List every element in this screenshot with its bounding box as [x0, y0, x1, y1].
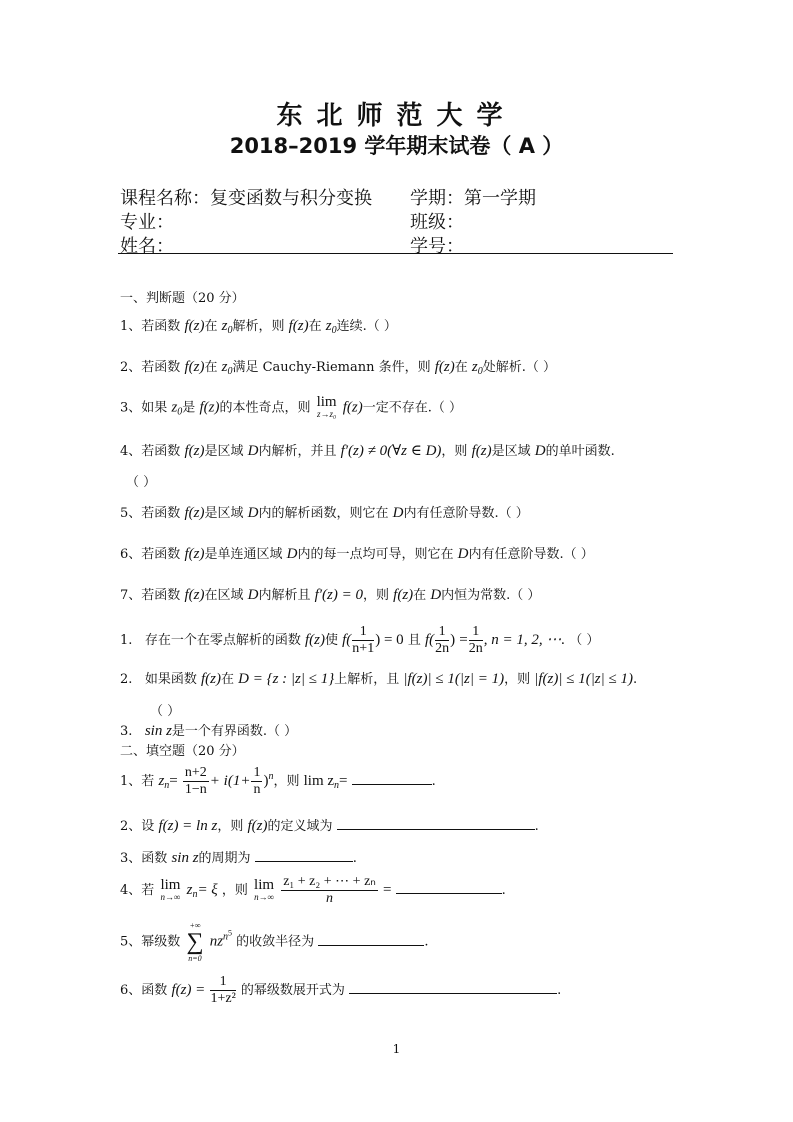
part1-heading: 一、判断题（20 分） [120, 291, 245, 306]
fill-q1: 1、若 $z_n=$ $\frac{n+2}{1-n}$ + i(1+ $\frac{1}{n}$ )$^n$，则 $\lim z_n=$ . [120, 765, 436, 797]
judge-q4: 4、若函数 f(z)是区域 D内解析，并且 f′(z) ≠ 0(∀z ∈ D)，则 f(z)是区域 D的单叶函数. [120, 443, 615, 459]
judge-q3: 3、如果 $z_0$是 f(z)的本性奇点，则 lim z→z₀ f(z)一定不存在.（ ） [120, 394, 463, 419]
fill-q5: 5、幂级数 +∞ ∑ n=0 $nz^{n5}$ 的收敛半径为 . [120, 921, 429, 963]
name-label: 姓名： [120, 236, 174, 257]
semester-label: 学期：第一学期 [410, 188, 536, 209]
answer-blank[interactable] [396, 881, 502, 894]
judge-q8: 1. 存在一个在零点解析的函数 f(z)使 f( $\frac{1}{n+1}$ ) = 0 且 f( $\frac{1}{2n}$ ) = $\frac{1}{2n}$ , n = 1, 2, ⋯. （ ） [120, 624, 600, 656]
exam-title: 2018–2019 学年期末试卷（ A ） [229, 134, 564, 158]
judge-q4-paren: （ ） [126, 475, 157, 490]
judge-q9-paren: （ ） [150, 704, 181, 719]
part2-heading: 二、填空题（20 分） [120, 744, 245, 759]
answer-blank[interactable] [337, 817, 535, 830]
judge-q7: 7、若函数 f(z)在区域 D内解析且 f′(z) = 0，则 f(z)在 D内恒为常数.（ ） [120, 587, 541, 603]
header-divider [118, 253, 673, 254]
university-title: 东北师范大学 [276, 101, 517, 131]
judge-q9: 2. 如果函数 f(z)在 D = {z : |z| ≤ 1}上解析，且 |f(z)| ≤ 1(|z| = 1)，则 |f(z)| ≤ 1(|z| ≤ 1). [120, 671, 638, 687]
course-label: 课程名称：复变函数与积分变换 [120, 188, 372, 209]
answer-blank[interactable] [255, 849, 353, 862]
student-id-label: 学号： [410, 236, 464, 257]
answer-blank[interactable] [352, 772, 432, 785]
fill-q2: 2、设 f(z) = ln z，则 f(z)的定义域为 . [120, 818, 539, 834]
page-number: 1 [392, 1042, 401, 1056]
class-label: 班级： [410, 212, 464, 233]
judge-q1: 1、若函数 f(z)在 $z_0$解析，则 f(z)在 $z_0$连续.（ ） [120, 318, 397, 336]
judge-q10: 3. sin z是一个有界函数.（ ） [120, 723, 298, 739]
fill-q6: 6、函数 f(z) = $\frac{1}{\text{1+z²}}$ 的幂级数展开式为 . [120, 974, 562, 1006]
answer-blank[interactable] [349, 981, 557, 994]
judge-q5: 5、若函数 f(z)是区域 D内的解析函数，则它在 D内有任意阶导数.（ ） [120, 505, 529, 521]
major-label: 专业： [120, 212, 174, 233]
answer-blank[interactable] [318, 933, 424, 946]
fill-q4: 4、若 lim n→∞ $z_n= \xi$ ，则 lim n→∞ $\frac{\text{z₁ + z₂ + ⋯ + zₙ}}{n}$ = . [120, 874, 506, 906]
judge-q2: 2、若函数 f(z)在 $z_0$满足 Cauchy-Riemann 条件，则 f(z)在 $z_0$处解析.（ ） [120, 359, 557, 377]
judge-q6: 6、若函数 f(z)是单连通区域 D内的每一点均可导，则它在 D内有任意阶导数.（ ） [120, 546, 594, 562]
fill-q3: 3、函数 sin z的周期为 . [120, 850, 357, 866]
